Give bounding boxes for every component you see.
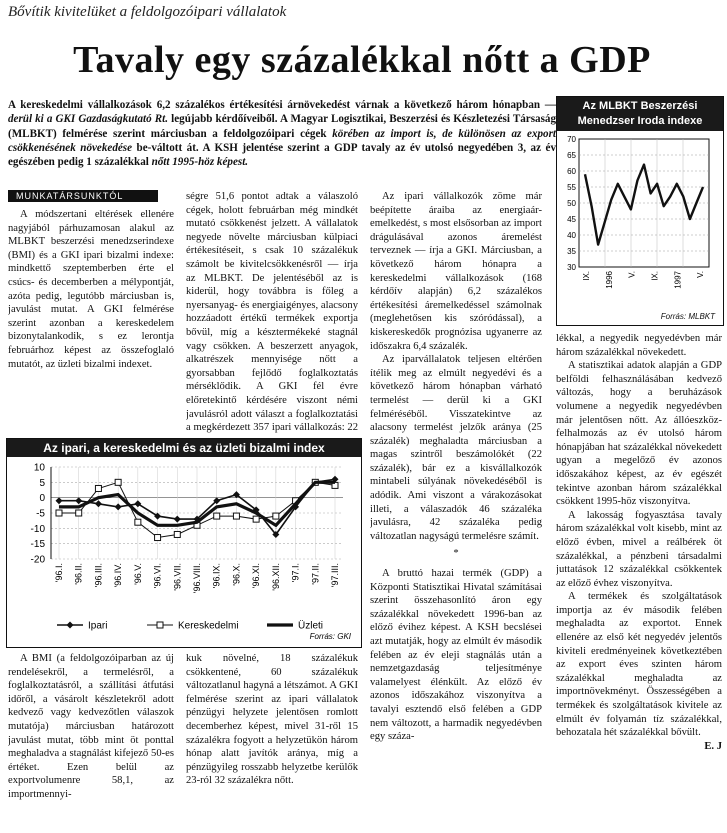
paragraph: ségre 51,6 pontot adtak a válaszoló cégek, holott februárban még mindkét mutató csökkenést jelzett. A vállalatok negyede növelte márciusban külpiaci értékesítéseit, s csak 10 százalékuk számolt be kivitelcsökkenésről — írja az MLBKT. De jelentéséből az is kiderül, hogy továbbra is főleg a nyersanyag- és energiaigényes, alacsony hozzáadott értékű termékek exportja bővül, míg a késztermékeké stagnál vagy csökken. A beszerzett anyagok, alkatrészek mennyisége nőtt a gyorsabban fejlődő foglalkoztatás mérséklődik. A GKI fél évre előretekintő kérdésére viszont némi javulásról adott választ a foglalkoztatási a megkérdezett 357 ipari vállalkozás: 22	[186, 191, 358, 434]
staff-label: MUNKATÁRSUNKTÓL	[8, 190, 158, 202]
headline: Tavaly egy százalékkal nőtt a GDP	[73, 39, 651, 81]
y-tick-label: 0	[39, 493, 45, 505]
paragraph: A termékek és szolgáltatások importja az év második felében meghaladta az exportot. Ennek ellenére az első két negyedév jelentős kiviteli eredményeinek következtében az export éves szinten három százalékkal meghaladta az importnövekményt. Összességében a termékek és szolgáltatások kivitele az elmúlt év folyamán tíz százalékkal, behozatala hét százalékkal bővült. E. J	[556, 591, 722, 752]
data-point	[134, 500, 141, 507]
chart-source: Forrás: GKI	[309, 632, 351, 641]
y-tick-label: 5	[39, 477, 45, 489]
column-1-top	[8, 208, 174, 434]
column-2-top	[186, 190, 358, 434]
separator-asterisk: *	[453, 548, 459, 560]
gki-chart	[6, 438, 362, 648]
y-tick-label: 30	[567, 263, 576, 272]
paragraph: Az ipari vállalkozók zöme már beépítette áraiba az energiaár-emelkedést, s most elsősorban az import drágulásával azonos áremelést terveznek — írja a GKI. Márciusban, a következő három hónapra a kereskedelmi vállalkozások (168 kérdőív alapján) 6,2 százalékos értékesítési áremelkedéssel számolnak (meglehetősen kis szóródással), a kiskereskedők prognózisa ugyanerre az időszakra 6,4 százalék.	[370, 191, 542, 352]
x-tick-label: IX.	[582, 271, 592, 281]
y-tick-label: 45	[567, 215, 576, 224]
x-tick-label: '96.III.	[93, 563, 104, 588]
paragraph: Az iparvállalatok teljesen eltérően ítélik meg az elmúlt negyedévi és a következő három hónapban várható termelést — derül ki a GKI felméréséből. Visszatekintve az alacsony termelést jelzők aránya (25 százalék) meghaladta márciusban a magas szintről beszámolókét (22 százalék), bár ez a kisvállalkozók mintabeli súlyának növekedéséből is adódik. Ami viszont a várakozásokat illeti, a válaszadók 46 százaléka javulásra, 42 százaléka pedig változatlan nagyságú termelésre számít.	[370, 354, 542, 542]
x-tick-label: '96.V.	[132, 563, 143, 585]
bmi-chart-plot	[557, 131, 723, 321]
data-point	[56, 497, 63, 504]
y-tick-label: -15	[30, 539, 45, 551]
data-point	[214, 513, 220, 519]
kicker: Bővítik kivitelüket a feldolgozóipari vállalatok	[8, 4, 287, 20]
data-point	[135, 519, 141, 525]
bmi-chart	[556, 96, 724, 326]
data-point	[115, 479, 121, 485]
x-tick-label: IX.	[650, 271, 660, 281]
y-tick-label: 10	[33, 462, 45, 474]
x-tick-label: 1997	[673, 271, 683, 289]
column-2-bottom	[186, 652, 358, 833]
x-tick-label: '96.X.	[231, 563, 242, 586]
x-tick-label: V.	[696, 271, 706, 278]
y-tick-label: -20	[30, 554, 45, 566]
data-point	[273, 513, 279, 519]
chart-source: Forrás: MLBKT	[660, 312, 715, 321]
y-tick-label: 50	[567, 199, 576, 208]
y-tick-label: -5	[36, 508, 45, 520]
paragraph: A statisztikai adatok alapján a GDP belföldi felhasználásában kedvező változás, hogy a beruházások volumene a negyedik negyedévben már jelentősen nőtt. Az állóeszköz-felhalmozás az év utolsó három hónapjában hat százalékkal növekedett ugyan a megelőző év azonos időszakához képest, az év egészét tekintve azonban három százalékkal csökkent 1995-höz viszonyítva.	[556, 360, 722, 508]
legend-marker	[157, 622, 163, 628]
chart-title: Az ipari, a kereskedelmi és az üzleti bizalmi index	[7, 439, 361, 457]
y-tick-label: 40	[567, 231, 576, 240]
y-tick-label: -10	[30, 523, 45, 535]
x-tick-label: '97.II.	[310, 563, 321, 585]
data-point	[56, 510, 62, 516]
x-tick-label: '97.III.	[330, 563, 340, 588]
gki-chart-plot	[7, 457, 361, 645]
series-line	[585, 165, 703, 245]
x-tick-label: '97.I.	[290, 563, 301, 583]
data-point	[174, 531, 180, 537]
x-tick-label: '96.II.	[73, 563, 84, 585]
x-tick-label: '96.VI.	[152, 563, 163, 589]
x-tick-label: '96.XI.	[251, 563, 262, 589]
column-3	[370, 190, 542, 832]
column-4	[556, 332, 722, 832]
paragraph: A BMI (a feldolgozóiparban az új rendelésekről, a termelésről, a foglalkoztatásról, a szállítási átfutási időről, a vásárolt készletekről adott kedvező vagy kedvezőtlen válaszok mutatója) márciusban határozott javulást mutat, több mint öt ponttal meghaladva a stagnálást kifejező 50-es értéket. Ezen belül az exportvolumenre 58,1, az importmennyi-	[8, 653, 174, 800]
paragraph: A módszertani eltérések ellenére nagyjából párhuzamosan alakul az MLBKT beszerzési menedzserindexe (BMI) és a GKI ipari bizalmi indexe: mindkettő szeptemberben érte el csúcs- és decemberben a mélypontját, azóta pedig, legutóbb márciusban is, javulást mutat. A GKI felmérése szerint azonban a kereskedelem bizonytalankodik, s ez lerontja februárhoz képest az összefoglaló mutatót, az üzleti bizalmi indexet.	[8, 209, 174, 370]
y-tick-label: 70	[567, 135, 576, 144]
data-point	[95, 500, 102, 507]
data-point	[75, 497, 82, 504]
paragraph: A lakosság fogyasztása tavaly három százalékkal volt kisebb, mint az előző évben, mivel a reálbérek öt százalékkal, a pénzbeni társadalmi juttatások 12 százalékkal csökkentek az előző évhez viszonyítva.	[556, 509, 722, 589]
legend-label: Kereskedelmi	[178, 620, 239, 632]
author-signature: E. J	[704, 740, 722, 752]
x-tick-label: '96.I.	[54, 563, 64, 583]
y-tick-label: 35	[567, 247, 576, 256]
x-tick-label: V.	[627, 271, 637, 278]
x-tick-label: '96.VIII.	[192, 563, 202, 594]
column-1-bottom	[8, 652, 174, 833]
y-tick-label: 55	[567, 183, 576, 192]
chart-title: Az MLBKT Beszerzési Menedzser Iroda indexe	[557, 97, 723, 131]
x-tick-label: '96.XII.	[270, 563, 281, 591]
paragraph: A bruttó hazai termék (GDP) a Központi Statisztikai Hivatal számításai szerint összehasonlító áron egy százalékkal növekedett 1996-ban az előző évihez képest. A KSH becslései azt mutatják, hogy az elmúlt év második felében az év eleji stagnálás után a nemzetgazdaság teljesítménye valamelyest élénkült. Az előző év azonos időszakához viszonyítva a tavalyi esztendő első felében a GDP nem változott, a harmadik negyedévben egy száza-	[370, 568, 542, 743]
paragraph: lékkal, a negyedik negyedévben már három százalékkal növekedett.	[556, 333, 722, 358]
x-tick-label: '96.IX.	[211, 563, 222, 589]
x-tick-label: 1996	[604, 271, 614, 289]
data-point	[155, 535, 161, 541]
legend-label: Üzleti	[298, 620, 324, 632]
data-point	[115, 503, 122, 510]
x-tick-label: '96.IV.	[113, 563, 124, 588]
legend-label: Ipari	[88, 620, 108, 632]
data-point	[233, 513, 239, 519]
data-point	[76, 510, 82, 516]
paragraph: kuk növelné, 18 százalékuk csökkentené, 60 százalékuk változatlanul hagyná a létszámot. A GKI felmérése szerint az ipari vállalatok pénzügyi helyzete jelentősen romlott decemberhez képest, mivel 31-ről 15 százalékra fogyott a helyzetükön három hónap alatt javítók aránya, míg a pénzügyileg rosszabb helyzetbe kerülők 23-ról 32 százalékra nőtt.	[186, 653, 358, 787]
x-tick-label: '96.VII.	[172, 563, 183, 591]
data-point	[95, 485, 101, 491]
lead-paragraph: A kereskedelmi vállalkozások 6,2 százalékos értékesítési árnövekedést várnak a következő három hónapban — derül ki a GKI Gazdaságkutató Rt. legújabb kérdőíveiből. A Magyar Logisztikai, Beszerzési és Készletezési Társaság (MLBKT) felmérése szerint márciusban a feldolgozóipari cégek körében az import is, de különösen az export csökkenésének növekedése be-váltott át. A KSH jelentése szerint a GDP tavaly az év utolsó negyedében 3, az év egészében pedig 1 százalékkal nőtt 1995-höz képest.	[8, 99, 557, 169]
data-point	[174, 516, 181, 523]
legend-marker	[67, 622, 74, 629]
data-point	[253, 516, 259, 522]
y-tick-label: 65	[567, 151, 576, 160]
y-tick-label: 60	[567, 167, 576, 176]
